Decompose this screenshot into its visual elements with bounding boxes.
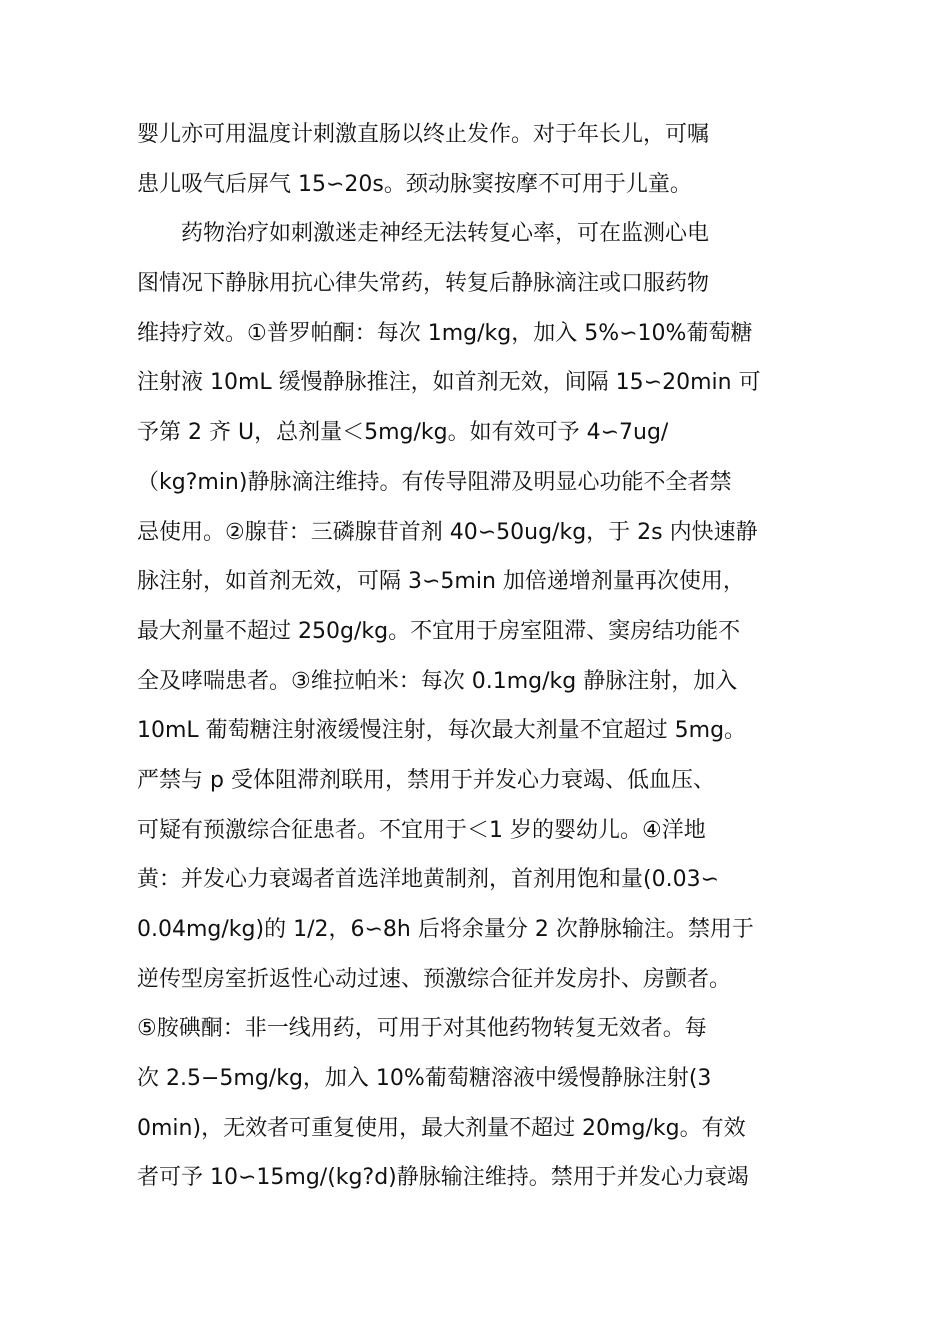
text-line: 注射液 10mL 缓慢静脉推注，如首剂无效，间隔 15∽20min 可 bbox=[137, 370, 761, 396]
text-line: 脉注射，如首剂无效，可隔 3∽5min 加倍递增剂量再次使用， bbox=[137, 569, 745, 595]
text-line: 患儿吸气后屏气 15∽20s。颈动脉窦按摩不可用于儿童。 bbox=[137, 171, 692, 197]
text-line: 黄：并发心力衰竭者首选洋地黄制剂，首剂用饱和量(0.03∽ bbox=[137, 867, 720, 893]
text-line: 全及哮喘患者。③维拉帕米：每次 0.1mg/kg 静脉注射，加入 bbox=[137, 668, 738, 694]
text-line: 0min)，无效者可重复使用，最大剂量不超过 20mg/kg。有效 bbox=[137, 1115, 746, 1141]
text-line: 0.04mg/kg)的 1/2，6∽8h 后将余量分 2 次静脉输注。禁用于 bbox=[137, 917, 754, 942]
body-text bbox=[137, 110, 827, 1203]
text-line: 者可予 10∽15mg/(kg?d)静脉输注维持。禁用于并发心力衰竭 bbox=[137, 1165, 749, 1191]
text-line: 可疑有预激综合征患者。不宜用于＜1 岁的婴幼儿。④洋地 bbox=[137, 817, 706, 843]
text-line: 予第 2 齐 U，总剂量＜5mg/kg。如有效可予 4∽7ug/ bbox=[137, 420, 669, 446]
text-line: 婴儿亦可用温度计刺激直肠以终止发作。对于年长儿，可嘱 bbox=[137, 122, 710, 147]
text-line: 图情况下静脉用抗心律失常药，转复后静脉滴注或口服药物 bbox=[137, 271, 710, 297]
text-line: 严禁与 p 受体阻滞剂联用，禁用于并发心力衰竭、低血压、 bbox=[137, 767, 715, 793]
text-line: （kg?min)静脉滴注维持。有传导阻滞及明显心功能不全者禁 bbox=[137, 469, 732, 495]
text-line: 10mL 葡萄糖注射液缓慢注射，每次最大剂量不宜超过 5mg。 bbox=[137, 718, 747, 744]
text-line: 最大剂量不超过 250g/kg。不宜用于房室阻滞、窦房结功能不 bbox=[137, 618, 741, 644]
text-line: 次 2.5−5mg/kg，加入 10%葡萄糖溶液中缓慢静脉注射(3 bbox=[137, 1066, 712, 1092]
text-line: 药物治疗如刺激迷走神经无法转复心率，可在监测心电 bbox=[137, 221, 710, 247]
text-line: 维持疗效。①普罗帕酮：每次 1mg/kg，加入 5%∽10%葡萄糖 bbox=[137, 320, 753, 346]
text-line: 逆传型房室折返性心动过速、预激综合征并发房扑、房颤者。 bbox=[137, 966, 732, 992]
text-line: 忌使用。②腺苷：三磷腺苷首剂 40∽50ug/kg，于 2s 内快速静 bbox=[137, 519, 758, 545]
text-line: ⑤胺碘酮：非一线用药，可用于对其他药物转复无效者。每 bbox=[137, 1016, 707, 1042]
